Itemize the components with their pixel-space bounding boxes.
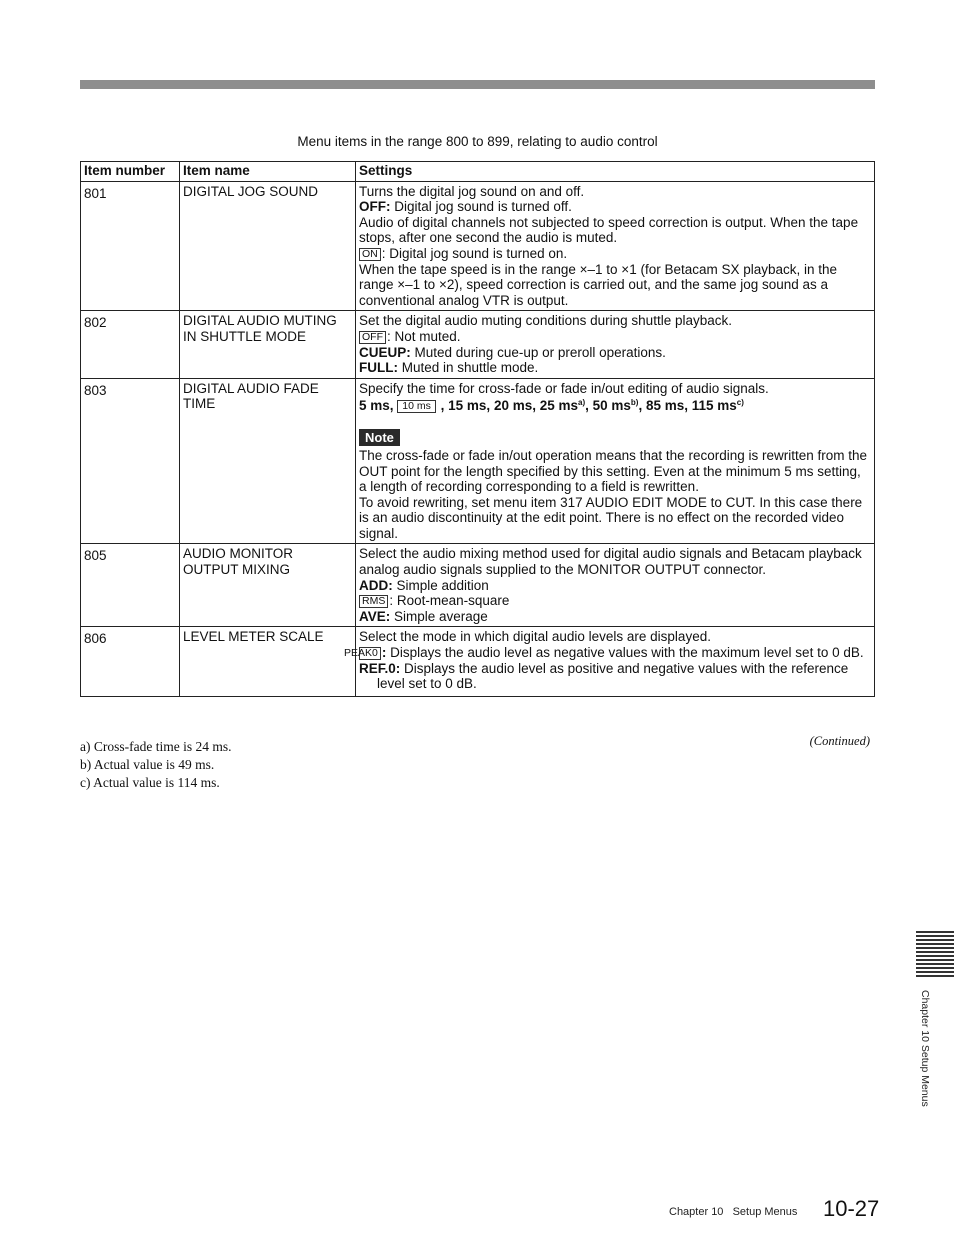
item-number: 801 [81, 181, 180, 311]
table-row [81, 544, 875, 627]
table-row [81, 311, 875, 378]
setting-option [359, 329, 871, 345]
option-text: : Digital jog sound is turned on. [381, 245, 568, 261]
option-text: Muted during cue-up or preroll operations. [410, 344, 666, 360]
setting-option [359, 360, 871, 376]
footer-chapter-title: Chapter 10 Setup Menus [669, 1206, 798, 1218]
option-50ms: , 50 ms [585, 398, 631, 414]
settings-intro: Select the audio mixing method used for digital audio signals and Betacam playback analog audio signals supplied to the MONITOR OUTPUT connector. [359, 546, 862, 578]
setting-option [359, 593, 871, 609]
option-text: : Not muted. [387, 328, 461, 344]
option-label: CUEUP: [359, 344, 411, 360]
item-number: 805 [81, 544, 180, 627]
footnote-ref-c: c) [736, 398, 744, 408]
col-header-item-name: Item name [180, 162, 356, 182]
audio-menu-table [80, 161, 875, 697]
footnote-ref-b: b) [630, 398, 639, 408]
option-text: Displays the audio level as negative values with the maximum level set to 0 dB. [386, 645, 864, 661]
item-settings [344, 627, 875, 696]
default-value-box: OFF [359, 331, 386, 344]
option-text: Simple addition [392, 577, 489, 593]
item-name: AUDIO MONITOR OUTPUT MIXING [180, 544, 356, 627]
settings-intro: Turns the digital jog sound on and off. [359, 183, 585, 199]
option-label: FULL: [359, 360, 398, 376]
table-row [81, 627, 875, 696]
footnote-c: c) Actual value is 114 ms. [80, 775, 220, 790]
note-text: The cross-fade or fade in/out operation means that the recording is rewritten from the OUT point for the length specified by this setting. Even at the minimum 5 ms setting, a length of recording corresponding to a field is rewritten. [359, 447, 868, 495]
item-settings [356, 378, 875, 544]
table-row [81, 181, 875, 311]
footnote-b: b) Actual value is 49 ms. [80, 757, 215, 772]
header-rule [80, 80, 875, 89]
option-list: , 15 ms, 20 ms, 25 ms [440, 398, 578, 414]
footnote-ref-a: a) [578, 398, 586, 408]
default-value-box: PEAK0 [359, 647, 381, 660]
default-value-box: 10 ms [397, 400, 436, 413]
option-text: : Root-mean-square [389, 593, 510, 609]
item-settings [356, 311, 875, 378]
default-value-box: RMS [359, 595, 388, 608]
setting-option [344, 645, 871, 661]
note-label: Note [359, 429, 400, 446]
setting-option [359, 246, 871, 262]
option-detail: Audio of digital channels not subjected to speed correction is output. When the tape stops, after one second the audio is muted. [359, 214, 859, 246]
option-label: ADD: [359, 577, 393, 593]
option-detail: When the tape speed is in the range ×–1 to ×1 (for Betacam SX playback, in the range ×–1 to ×2), speed correction is carried out, and the same jog sound as a conventional analog VTR is output. [359, 261, 838, 308]
note-text: To avoid rewriting, set menu item 317 AUDIO EDIT MODE to CUT. In this case there is an audio discontinuity at the edit point. There is no effect on the recorded video signal. [359, 494, 863, 541]
chapter-tab-stripes [916, 931, 954, 977]
option-text: Displays the audio level as positive and negative values with the reference level set to 0 dB. [377, 660, 849, 692]
option-colon: : [381, 645, 387, 661]
item-name: DIGITAL AUDIO FADE TIME [180, 378, 356, 544]
setting-option [359, 345, 871, 361]
settings-intro: Select the mode in which digital audio levels are displayed. [359, 629, 711, 645]
side-chapter-label: Chapter 10 Setup Menus [919, 990, 931, 1107]
footnotes [80, 738, 231, 792]
item-settings [356, 544, 875, 627]
option-text: Digital jog sound is turned off. [390, 199, 572, 215]
option-text: Simple average [390, 608, 488, 624]
item-settings [356, 181, 875, 311]
option-label: AVE: [359, 608, 391, 624]
option-list: , 85 ms, 115 ms [638, 398, 737, 414]
col-header-settings: Settings [356, 162, 875, 182]
setting-option [359, 661, 871, 692]
item-number: 806 [81, 627, 180, 696]
table-header-row [81, 162, 875, 182]
setting-option [359, 578, 871, 594]
default-value-box: ON [359, 248, 381, 261]
setting-option [359, 199, 871, 215]
setting-option [359, 609, 871, 625]
settings-intro: Specify the time for cross-fade or fade in/out editing of audio signals. [359, 380, 769, 396]
option-5ms: 5 ms, [359, 398, 394, 414]
col-header-item-number: Item number [81, 162, 180, 182]
footnote-a: a) Cross-fade time is 24 ms. [80, 739, 232, 754]
table-row [81, 378, 875, 544]
fade-time-options [359, 398, 871, 414]
item-number: 802 [81, 311, 180, 378]
option-label: OFF: [359, 199, 391, 215]
continued-marker: (Continued) [809, 734, 870, 748]
option-text: Muted in shuttle mode. [397, 360, 539, 376]
table-caption: Menu items in the range 800 to 899, relating to audio control [297, 134, 658, 149]
item-number: 803 [81, 378, 180, 544]
item-name: DIGITAL JOG SOUND [180, 181, 356, 311]
settings-intro: Set the digital audio muting conditions during shuttle playback. [359, 313, 732, 329]
option-label: REF.0: [359, 660, 401, 676]
page-number: 10-27 [823, 1196, 880, 1221]
item-name: DIGITAL AUDIO MUTING IN SHUTTLE MODE [180, 311, 356, 378]
item-name: LEVEL METER SCALE [180, 627, 356, 696]
